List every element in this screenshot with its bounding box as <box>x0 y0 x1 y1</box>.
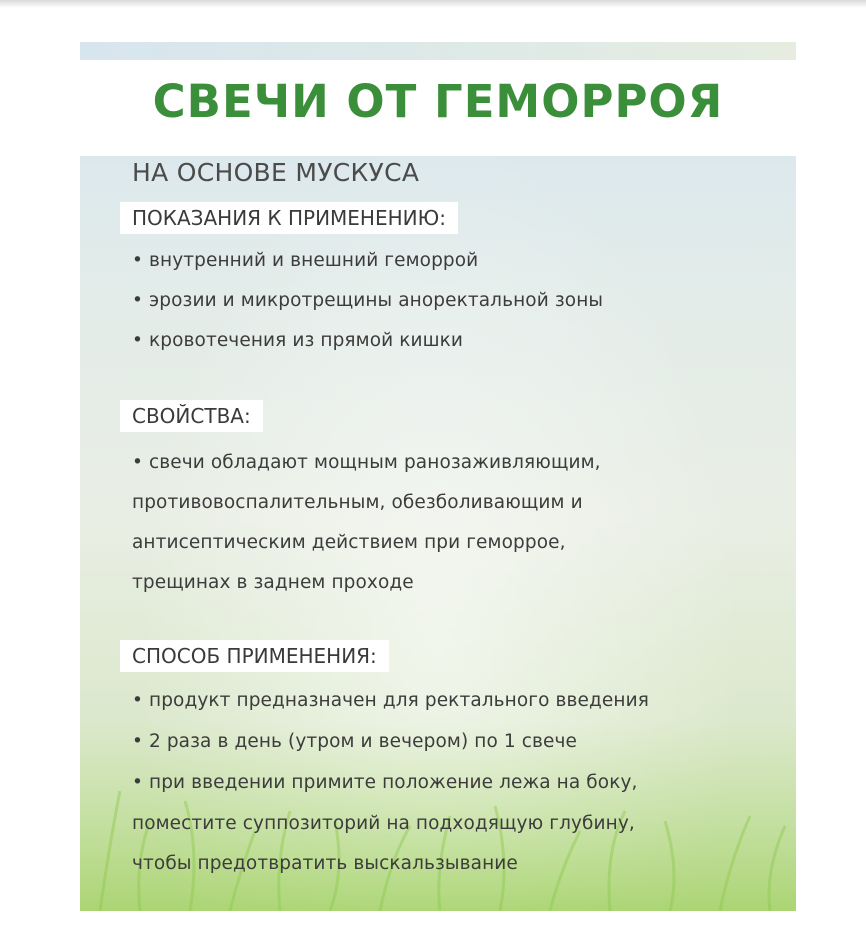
subtitle: НА ОСНОВЕ МУСКУСА <box>132 158 420 187</box>
card-top-band <box>80 42 796 60</box>
list-item: • внутренний и внешний геморрой <box>132 250 479 271</box>
list-item: • свечи обладают мощным ранозаживляющим, <box>132 452 601 473</box>
list-item: • продукт предназначен для ректального введения <box>132 690 649 711</box>
list-item: противовоспалительным, обезболивающим и <box>132 492 583 513</box>
list-item: чтобы предотвратить выскальзывание <box>132 853 518 874</box>
section-header-indications: ПОКАЗАНИЯ К ПРИМЕНЕНИЮ: <box>120 202 458 234</box>
section-header-properties: СВОЙСТВА: <box>120 400 263 432</box>
list-item: • 2 раза в день (утром и вечером) по 1 свече <box>132 731 577 752</box>
page-title: СВЕЧИ ОТ ГЕМОРРОЯ <box>152 75 724 128</box>
section-header-usage: СПОСОБ ПРИМЕНЕНИЯ: <box>120 640 389 672</box>
list-item: антисептическим действием при геморрое, <box>132 532 566 553</box>
list-item: трещинах в заднем проходе <box>132 572 414 593</box>
top-divider <box>0 0 866 8</box>
list-item: • эрозии и микротрещины аноректальной зоны <box>132 290 604 311</box>
list-item: поместите суппозиторий на подходящую глубину, <box>132 813 635 834</box>
info-card <box>80 42 796 911</box>
list-item: • при введении примите положение лежа на боку, <box>132 772 638 793</box>
list-item: • кровотечения из прямой кишки <box>132 330 464 351</box>
